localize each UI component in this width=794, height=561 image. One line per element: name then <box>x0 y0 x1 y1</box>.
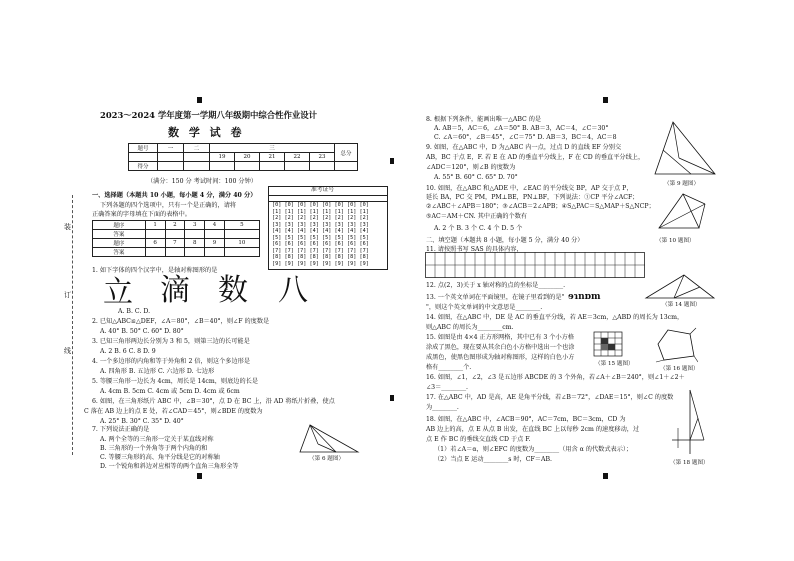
left-question-line: A. 两个全等的三角形一定关于某直线对称 <box>100 436 214 443</box>
answer-cell: 7 <box>165 239 185 248</box>
right-question-line: A. 2 个 B. 3 个 C. 4 个 D. 5 个 <box>434 225 523 232</box>
ticket-row: [9] [9] [9] [9] [9] [9] [9] [9] <box>272 260 369 267</box>
score-cell: 23 <box>310 153 335 162</box>
figure-18-label: （第 18 题图） <box>670 460 709 466</box>
section1-desc: 正确答案的字母填在下面的表格中。 <box>92 211 191 218</box>
answer-cell: 10 <box>224 239 259 248</box>
figure-9 <box>651 118 721 180</box>
figure-16 <box>654 326 698 364</box>
left-question-line: A. 2 B. 6 C. 8 D. 9 <box>100 348 156 355</box>
answer-cell: 1 <box>145 221 165 230</box>
score-cell: 得分 <box>129 162 158 171</box>
registration-mark <box>197 97 202 103</box>
left-question-line: B. 三角形的一个外角等于两个内角的和 <box>100 445 208 452</box>
right-question-line: AB，BC 于点 E，F. 若 E 在 AD 的垂直平分线上，F 在 CD 的垂直平分线上， <box>426 154 645 161</box>
score-cell: 19 <box>210 153 235 162</box>
right-question-line: 15. 如图是由 4×4 正方形网格，其中已有 3 个小方格 <box>426 334 575 341</box>
registration-mark <box>390 158 394 164</box>
figure-10 <box>653 190 709 234</box>
left-question-line: 1. 如下字体的四个汉字中，是轴对称图形的是 <box>92 267 218 274</box>
answer-cell: 9 <box>205 239 225 248</box>
ticket-row: [1] [1] [1] [1] [1] [1] [1] [1] <box>272 208 369 215</box>
right-question-line: 13. 一个英文单词在平面镜里，在镜子里看到的是" <box>426 294 565 301</box>
right-question-line: AB 边上的高，点 E 从点 B 出发，在直线 BC 上以每秒 2cm 的速度移动，过 <box>426 426 640 433</box>
left-question-line: A. 4cm B. 5cm C. 4cm 或 5cm D. 4cm 或 6cm <box>100 388 240 395</box>
right-question-line: ∠ADC＝120°，则∠B 的度数为 <box>426 164 516 171</box>
left-question-line: 5. 等腰三角形一边长为 4cm，周长是 14cm，则底边的长是 <box>92 378 259 385</box>
registration-mark <box>390 395 394 401</box>
ticket-row: [6] [6] [6] [6] [6] [6] [6] [6] <box>272 241 369 247</box>
left-question-line: A. 四角形 B. 五边形 C. 六边形 D. 七边形 <box>100 368 215 375</box>
score-cell: 21 <box>260 153 285 162</box>
score-cell: 22 <box>285 153 310 162</box>
registration-mark <box>603 97 608 103</box>
subject-title: 数 学 试 卷 <box>168 126 245 139</box>
right-question-line: 成黑色，使黑色图形成为轴对称图形，这样的白色小方 <box>426 354 575 361</box>
left-question-line: A. 40° B. 50° C. 60° D. 80° <box>100 328 184 335</box>
score-cell: 题号 <box>129 144 158 153</box>
registration-mark <box>197 473 202 479</box>
answer-cell: 2 <box>165 221 185 230</box>
binding-char-zhuang: 装 <box>64 223 71 231</box>
left-question-line: D. 一个锐角和斜边对应相等的两个直角三角形全等 <box>100 463 239 470</box>
left-question-line: 3. 已知三角形两边长分别为 3 和 5，则第三边的长可能是 <box>92 338 250 345</box>
figure-15 <box>592 330 628 360</box>
right-question-line: 18. 如图，在△ABC 中，∠ACB＝90°，AC＝7cm，BC＝3cm，CD 为 <box>426 416 626 423</box>
score-cell: 20 <box>235 153 260 162</box>
answer-cell: 5 <box>224 221 259 230</box>
figure-15-label: （第 15 题图） <box>595 361 634 367</box>
right-question-line: 12. 点(2，3)关于 x 轴对称的点的坐标是________. <box>426 282 566 289</box>
right-question-line: 点 E 作 BC 的垂线交直线 CD 于点 F. <box>426 436 531 443</box>
answer-cell: 8 <box>185 239 205 248</box>
answer-cell: 3 <box>185 221 205 230</box>
binding-char-xian: 线 <box>64 347 71 355</box>
registration-mark <box>603 473 608 479</box>
answer-cell: 6 <box>145 239 165 248</box>
left-question-line: C 落在 AB 边上的点 E 处，若∠CAD＝45°，则∠BDE 的度数为 <box>84 408 263 415</box>
right-question-line: 则△ABC 的周长为________cm. <box>426 324 514 331</box>
ticket-rows <box>272 202 369 267</box>
left-question-line: 4. 一个多边形的内角和等于外角和 2 倍，则这个多边形是 <box>92 358 251 365</box>
score-cell: 二 <box>184 144 210 153</box>
right-question-line: 格有________个. <box>426 364 472 371</box>
exam-title: 2023～2024 学年度第一学期八年级期中综合性作业设计 <box>100 110 318 120</box>
ticket-row: [5] [5] [5] [5] [5] [5] [5] [5] <box>272 234 369 241</box>
glyph-b: 滴 <box>160 273 190 308</box>
glyph-c: 数 <box>218 273 248 308</box>
mirror-word: ɘɿnɒm <box>568 292 601 302</box>
score-cell: 总分 <box>335 144 358 162</box>
writing-grid <box>425 252 645 278</box>
figure-10-label: （第 10 题图） <box>656 238 695 244</box>
binding-char-ding: 订 <box>64 291 71 299</box>
answer-cell: 答案 <box>93 230 146 239</box>
right-question-line: C. ∠A＝60°，∠B＝45°，∠C＝75° D. AB＝3，BC＝4，AC＝8 <box>434 134 617 141</box>
ticket-row: [3] [3] [3] [3] [3] [3] [3] [3] <box>272 221 369 228</box>
glyph-a: ⽴ <box>103 275 133 310</box>
glyph-d: ⼋ <box>278 273 308 308</box>
ticket-row: [4] [4] [4] [4] [4] [4] [4] [4] <box>272 228 369 234</box>
score-table <box>128 143 358 171</box>
ticket-box <box>268 186 388 270</box>
right-question-line: 涂成了黑色，现在要从其余白色小方格中选出一个也涂 <box>426 344 575 351</box>
figure-9-label: （第 9 题图） <box>664 181 700 187</box>
left-question-line: 7. 下列说法正确的是 <box>92 426 150 433</box>
binding-line <box>72 195 73 455</box>
right-question-line: ②∠ABC＋∠APB＝180°；③∠ACB＝2∠APB；④S△PAC＝S△MAP＋S△NCP； <box>426 203 655 210</box>
right-question-line: 二、填空题（本题共 8 小题，每小题 5 分，满分 40 分） <box>426 237 584 244</box>
right-question-line: 17. 在△ABC 中，AD 是高，AE 是角平分线，若∠B＝72°，∠DAE＝15°，则∠C 的度数 <box>426 394 674 401</box>
ticket-row: [8] [8] [8] [8] [8] [8] [8] [8] <box>272 254 369 260</box>
answer-cell: 题序 <box>93 239 146 248</box>
right-question-line: 9. 如图，在△ABC 中，D 为△ABC 内一点，过点 D 的直线 EF 分别交 <box>426 144 622 151</box>
left-question-line: A. 25° B. 30° C. 35° D. 40° <box>100 418 184 425</box>
right-question-line: （2）当点 E 运动________s 时，CF＝AB. <box>434 456 552 463</box>
score-cell: 三 <box>210 144 335 153</box>
section1-desc: 下列各题的四个选项中，只有一个是正确的，请将 <box>100 202 237 209</box>
right-question-line: 11. 请按照书写 SAS 的具体内容， <box>426 246 523 253</box>
right-question-line: 8. 根据下列条件，能画出唯一△ABC 的是 <box>426 116 542 123</box>
figure-18 <box>668 388 708 458</box>
right-question-line: 10. 如图，在△ABC 和△ADE 中，∠EAC 的平分线交 BP，AP 交于点 P， <box>426 185 633 192</box>
right-question-line: 为________. <box>426 404 459 411</box>
right-question-line: A. AB＝5，AC＝6，∠A＝50° B. AB＝3，AC＝4，∠C＝30° <box>434 125 609 132</box>
left-question-line: 6. 如图，在三角形纸片 ABC 中，∠B＝30°，点 D 在 BC 上，沿 AD 将纸片折叠，使点 <box>92 398 335 405</box>
answer-table <box>92 220 260 257</box>
left-question-line: 2. 已知△ABC≌△DEF，∠A＝80°，∠B＝40°，则∠F 的度数是 <box>92 318 270 325</box>
ticket-row: [0] [0] [0] [0] [0] [0] [0] [0] <box>272 202 369 208</box>
figure-6-label: （第 6 题图） <box>309 456 345 462</box>
figure-6 <box>296 420 366 460</box>
right-question-line: （1）若∠A＝α，则∠EFC 的度数为________（用含 α 的代数式表示）； <box>434 446 633 453</box>
ticket-label: 准考证号 <box>311 187 335 193</box>
right-question-line: A. 55° B. 60° C. 65° D. 70° <box>434 174 518 181</box>
section1-title: 一、选择题（本题共 10 小题，每小题 4 分，满分 40 分） <box>92 192 257 199</box>
answer-cell: 答案 <box>93 248 146 257</box>
left-question-line: C. 等腰三角形的高、角平分线是它的对称轴 <box>100 454 220 461</box>
answer-cell: 题序 <box>93 221 146 230</box>
right-question-line: "，则这个英文单词的中文意思是________. <box>426 304 543 311</box>
score-cell: 一 <box>158 144 184 153</box>
exam-info: （满分：150 分 考试时间：100 分钟） <box>147 178 257 185</box>
ticket-row: [2] [2] [2] [2] [2] [2] [2] [2] <box>272 215 369 221</box>
figure-14-label: （第 14 题图） <box>662 302 701 308</box>
right-question-line: 16. 如图，∠1，∠2，∠3 是五边形 ABCDE 的 3 个外角，若∠A＋∠B＝240°，则∠1＋∠2＋ <box>426 374 685 381</box>
left-question-line: A. B. C. D. <box>118 308 151 315</box>
right-question-line: 14. 如图，在△ABC 中，DE 是 AC 的垂直平分线，若 AE＝3cm，△ABD 的周长为 13cm， <box>426 314 684 321</box>
figure-14 <box>640 272 720 302</box>
ticket-row: [7] [7] [7] [7] [7] [7] [7] [7] <box>272 247 369 254</box>
right-question-line: 延长 BA，PC 交 PM，PM⊥BE，PN⊥BF，下列说法：①CP 平分∠ACF； <box>426 194 639 201</box>
right-question-line: ∠3＝________. <box>426 384 469 391</box>
right-question-line: ⑤AC＝AM＋CN. 其中正确的个数有 <box>426 213 528 220</box>
answer-cell: 4 <box>205 221 225 230</box>
figure-16-label: （第 16 题图） <box>660 366 699 372</box>
